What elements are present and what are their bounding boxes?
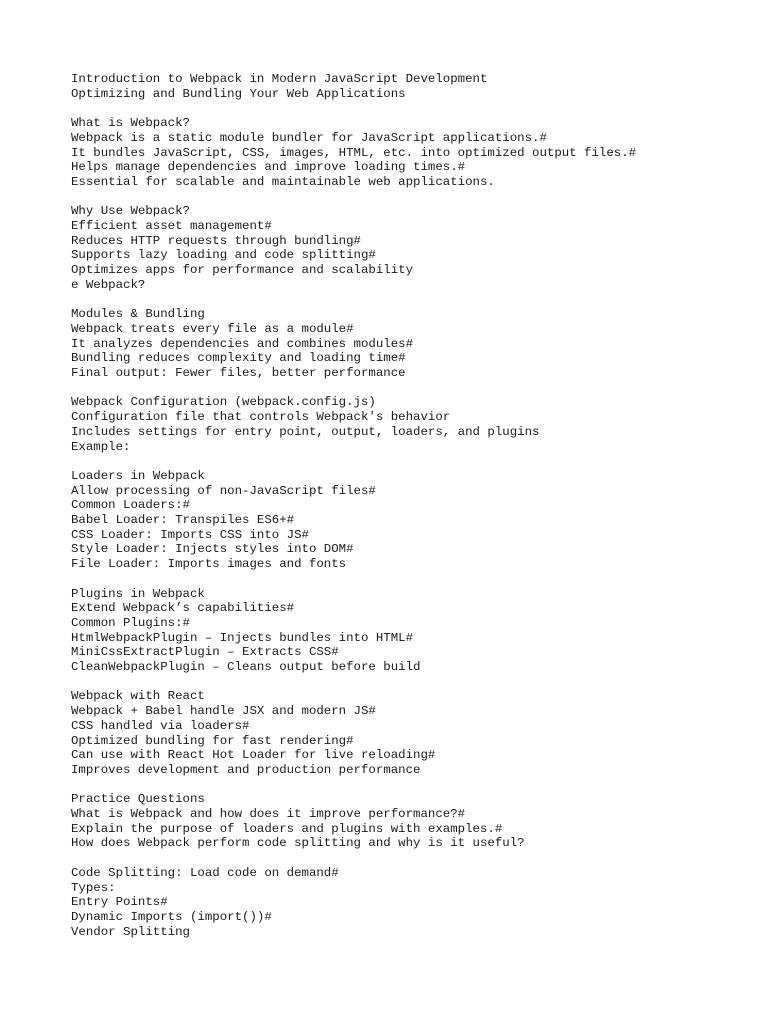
text-line: Essential for scalable and maintainable web applications. (71, 174, 495, 189)
section-title (71, 72, 751, 101)
section-heading: Webpack with React (71, 689, 205, 704)
text-line: How does Webpack perform code splitting and why is it useful? (71, 836, 525, 851)
section-heading: Practice Questions (71, 792, 205, 807)
text-line: Bundling reduces complexity and loading time# (71, 351, 406, 366)
text-line: Includes settings for entry point, output, loaders, and plugins (71, 424, 540, 439)
text-line: Optimizes apps for performance and scalability (71, 263, 414, 278)
text-line: Webpack + Babel handle JSX and modern JS# (71, 704, 376, 719)
text-line: What is Webpack and how does it improve performance?# (71, 807, 466, 822)
text-line: Optimized bundling for fast rendering# (71, 733, 354, 748)
text-line: Extend Webpack’s capabilities# (71, 601, 295, 616)
text-line: Types: (71, 880, 116, 895)
section-practice-questions (71, 792, 751, 851)
text-line: Dynamic Imports (import())# (71, 909, 272, 924)
text-line: Common Loaders:# (71, 498, 190, 513)
section-what-is-webpack (71, 116, 751, 190)
text-line: CSS handled via loaders# (71, 718, 250, 733)
text-line: Allow processing of non-JavaScript files# (71, 483, 376, 498)
section-heading: Plugins in Webpack (71, 586, 205, 601)
section-webpack-react (71, 689, 751, 777)
text-line: Reduces HTTP requests through bundling# (71, 233, 361, 248)
section-webpack-configuration (71, 395, 751, 454)
text-line: CleanWebpackPlugin – Cleans output before build (71, 660, 421, 675)
document-page (71, 72, 751, 954)
text-line: Webpack treats every file as a module# (71, 321, 354, 336)
section-code-splitting (71, 866, 751, 940)
text-line: Helps manage dependencies and improve loading times.# (71, 160, 466, 175)
text-line: Common Plugins:# (71, 615, 190, 630)
text-line: Vendor Splitting (71, 924, 190, 939)
section-heading: Why Use Webpack? (71, 204, 190, 219)
text-line: File Loader: Imports images and fonts (71, 557, 347, 572)
section-plugins (71, 587, 751, 675)
text-line: Efficient asset management# (71, 219, 272, 233)
section-heading: Modules & Bundling (71, 307, 205, 322)
document-title: Introduction to Webpack in Modern JavaScript Development (71, 72, 488, 86)
section-heading: Loaders in Webpack (71, 468, 205, 483)
text-line: It bundles JavaScript, CSS, images, HTML, etc. into optimized output files.# (71, 145, 637, 160)
text-line: MiniCssExtractPlugin – Extracts CSS# (71, 645, 339, 660)
section-why-use-webpack (71, 204, 751, 292)
text-line: Entry Points# (71, 895, 168, 910)
text-line: Style Loader: Injects styles into DOM# (71, 542, 354, 557)
text-line: e Webpack? (71, 277, 146, 292)
text-line: Explain the purpose of loaders and plugins with examples.# (71, 821, 503, 836)
text-line: HtmlWebpackPlugin – Injects bundles into HTML# (71, 630, 414, 645)
section-heading: Code Splitting: Load code on demand# (71, 865, 339, 880)
text-line: Supports lazy loading and code splitting# (71, 248, 376, 263)
text-line: CSS Loader: Imports CSS into JS# (71, 527, 309, 542)
document-subtitle: Optimizing and Bundling Your Web Applications (71, 86, 406, 101)
text-line: Can use with React Hot Loader for live reloading# (71, 748, 436, 763)
section-heading: What is Webpack? (71, 116, 190, 131)
text-line: Configuration file that controls Webpack's behavior (71, 410, 451, 425)
text-line: Example: (71, 439, 131, 454)
text-line: Webpack is a static module bundler for JavaScript applications.# (71, 130, 547, 145)
text-line: Babel Loader: Transpiles ES6+# (71, 513, 295, 528)
section-loaders (71, 469, 751, 572)
section-heading: Webpack Configuration (webpack.config.js) (71, 395, 376, 410)
text-line: Final output: Fewer files, better performance (71, 366, 406, 381)
text-line: It analyzes dependencies and combines modules# (71, 336, 414, 351)
section-modules-bundling (71, 307, 751, 381)
text-line: Improves development and production performance (71, 762, 421, 777)
